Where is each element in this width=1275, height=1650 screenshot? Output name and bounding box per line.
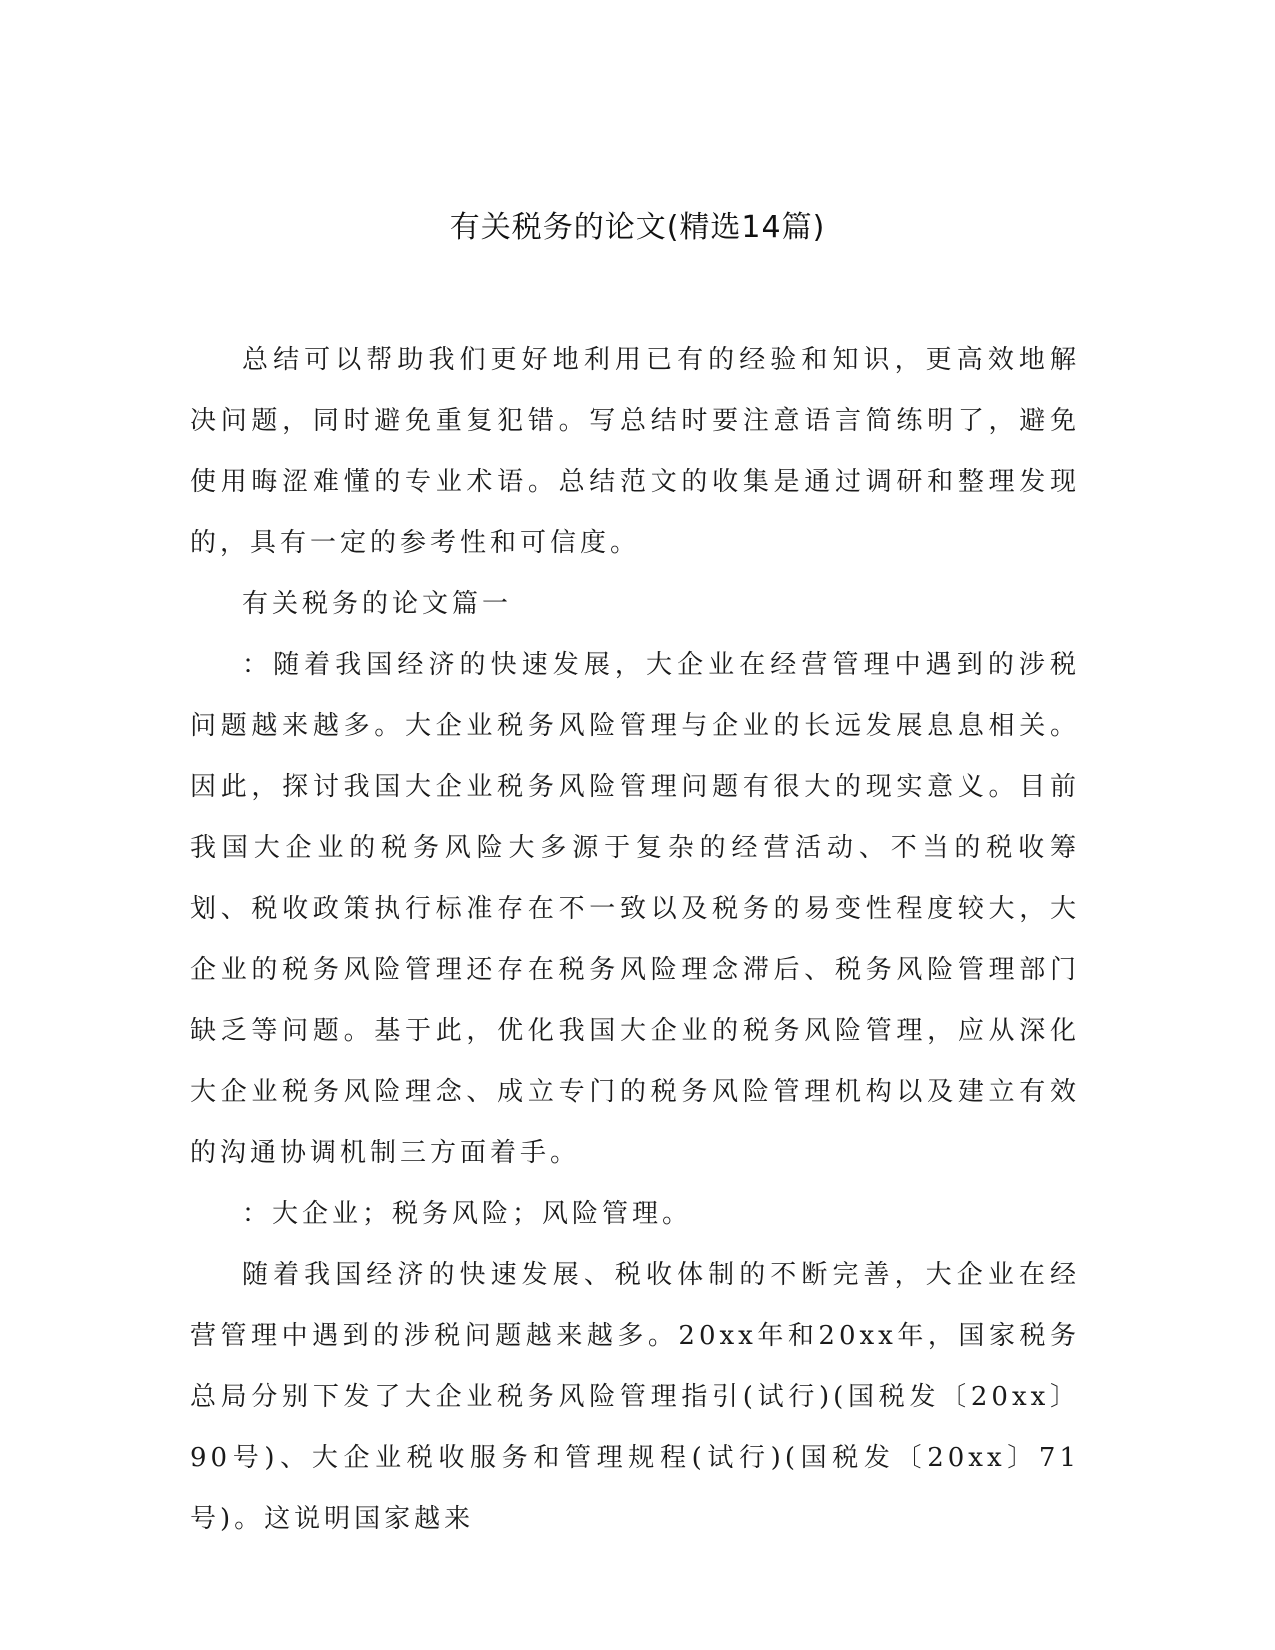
abstract-paragraph: ：随着我国经济的快速发展，大企业在经营管理中遇到的涉税问题越来越多。大企业税务风险管理与企业的长远发展息息相关。因此，探讨我国大企业税务风险管理问题有很大的现实意义。目前我国大企业的税务风险大多源于复杂的经营活动、不当的税收筹划、税收政策执行标准存在不一致以及税务的易变性程度较大，大企业的税务风险管理还存在税务风险理念滞后、税务风险管理部门缺乏等问题。基于此，优化我国大企业的税务风险管理，应从深化大企业税务风险理念、成立专门的税务风险管理机构以及建立有效的沟通协调机制三方面着手。 xyxy=(190,650,1080,1168)
document-title: 有关税务的论文(精选14篇) xyxy=(449,210,826,245)
keywords-paragraph: ：大企业；税务风险；风险管理。 xyxy=(242,1199,693,1229)
section-heading: 有关税务的论文篇一 xyxy=(242,589,513,619)
intro-paragraph: 总结可以帮助我们更好地利用已有的经验和知识，更高效地解决问题，同时避免重复犯错。写总结时要注意语言简练明了，避免使用晦涩难懂的专业术语。总结范文的收集是通过调研和整理发现的，具有一定的参考性和可信度。 xyxy=(190,345,1080,558)
body-paragraph: 随着我国经济的快速发展、税收体制的不断完善，大企业在经营管理中遇到的涉税问题越来越多。20xx年和20xx年，国家税务总局分别下发了大企业税务风险管理指引(试行)(国税发〔20xx〕90号)、大企业税收服务和管理规程(试行)(国税发〔20xx〕71号)。这说明国家越来 xyxy=(190,1260,1080,1534)
document-body xyxy=(190,330,1080,1550)
